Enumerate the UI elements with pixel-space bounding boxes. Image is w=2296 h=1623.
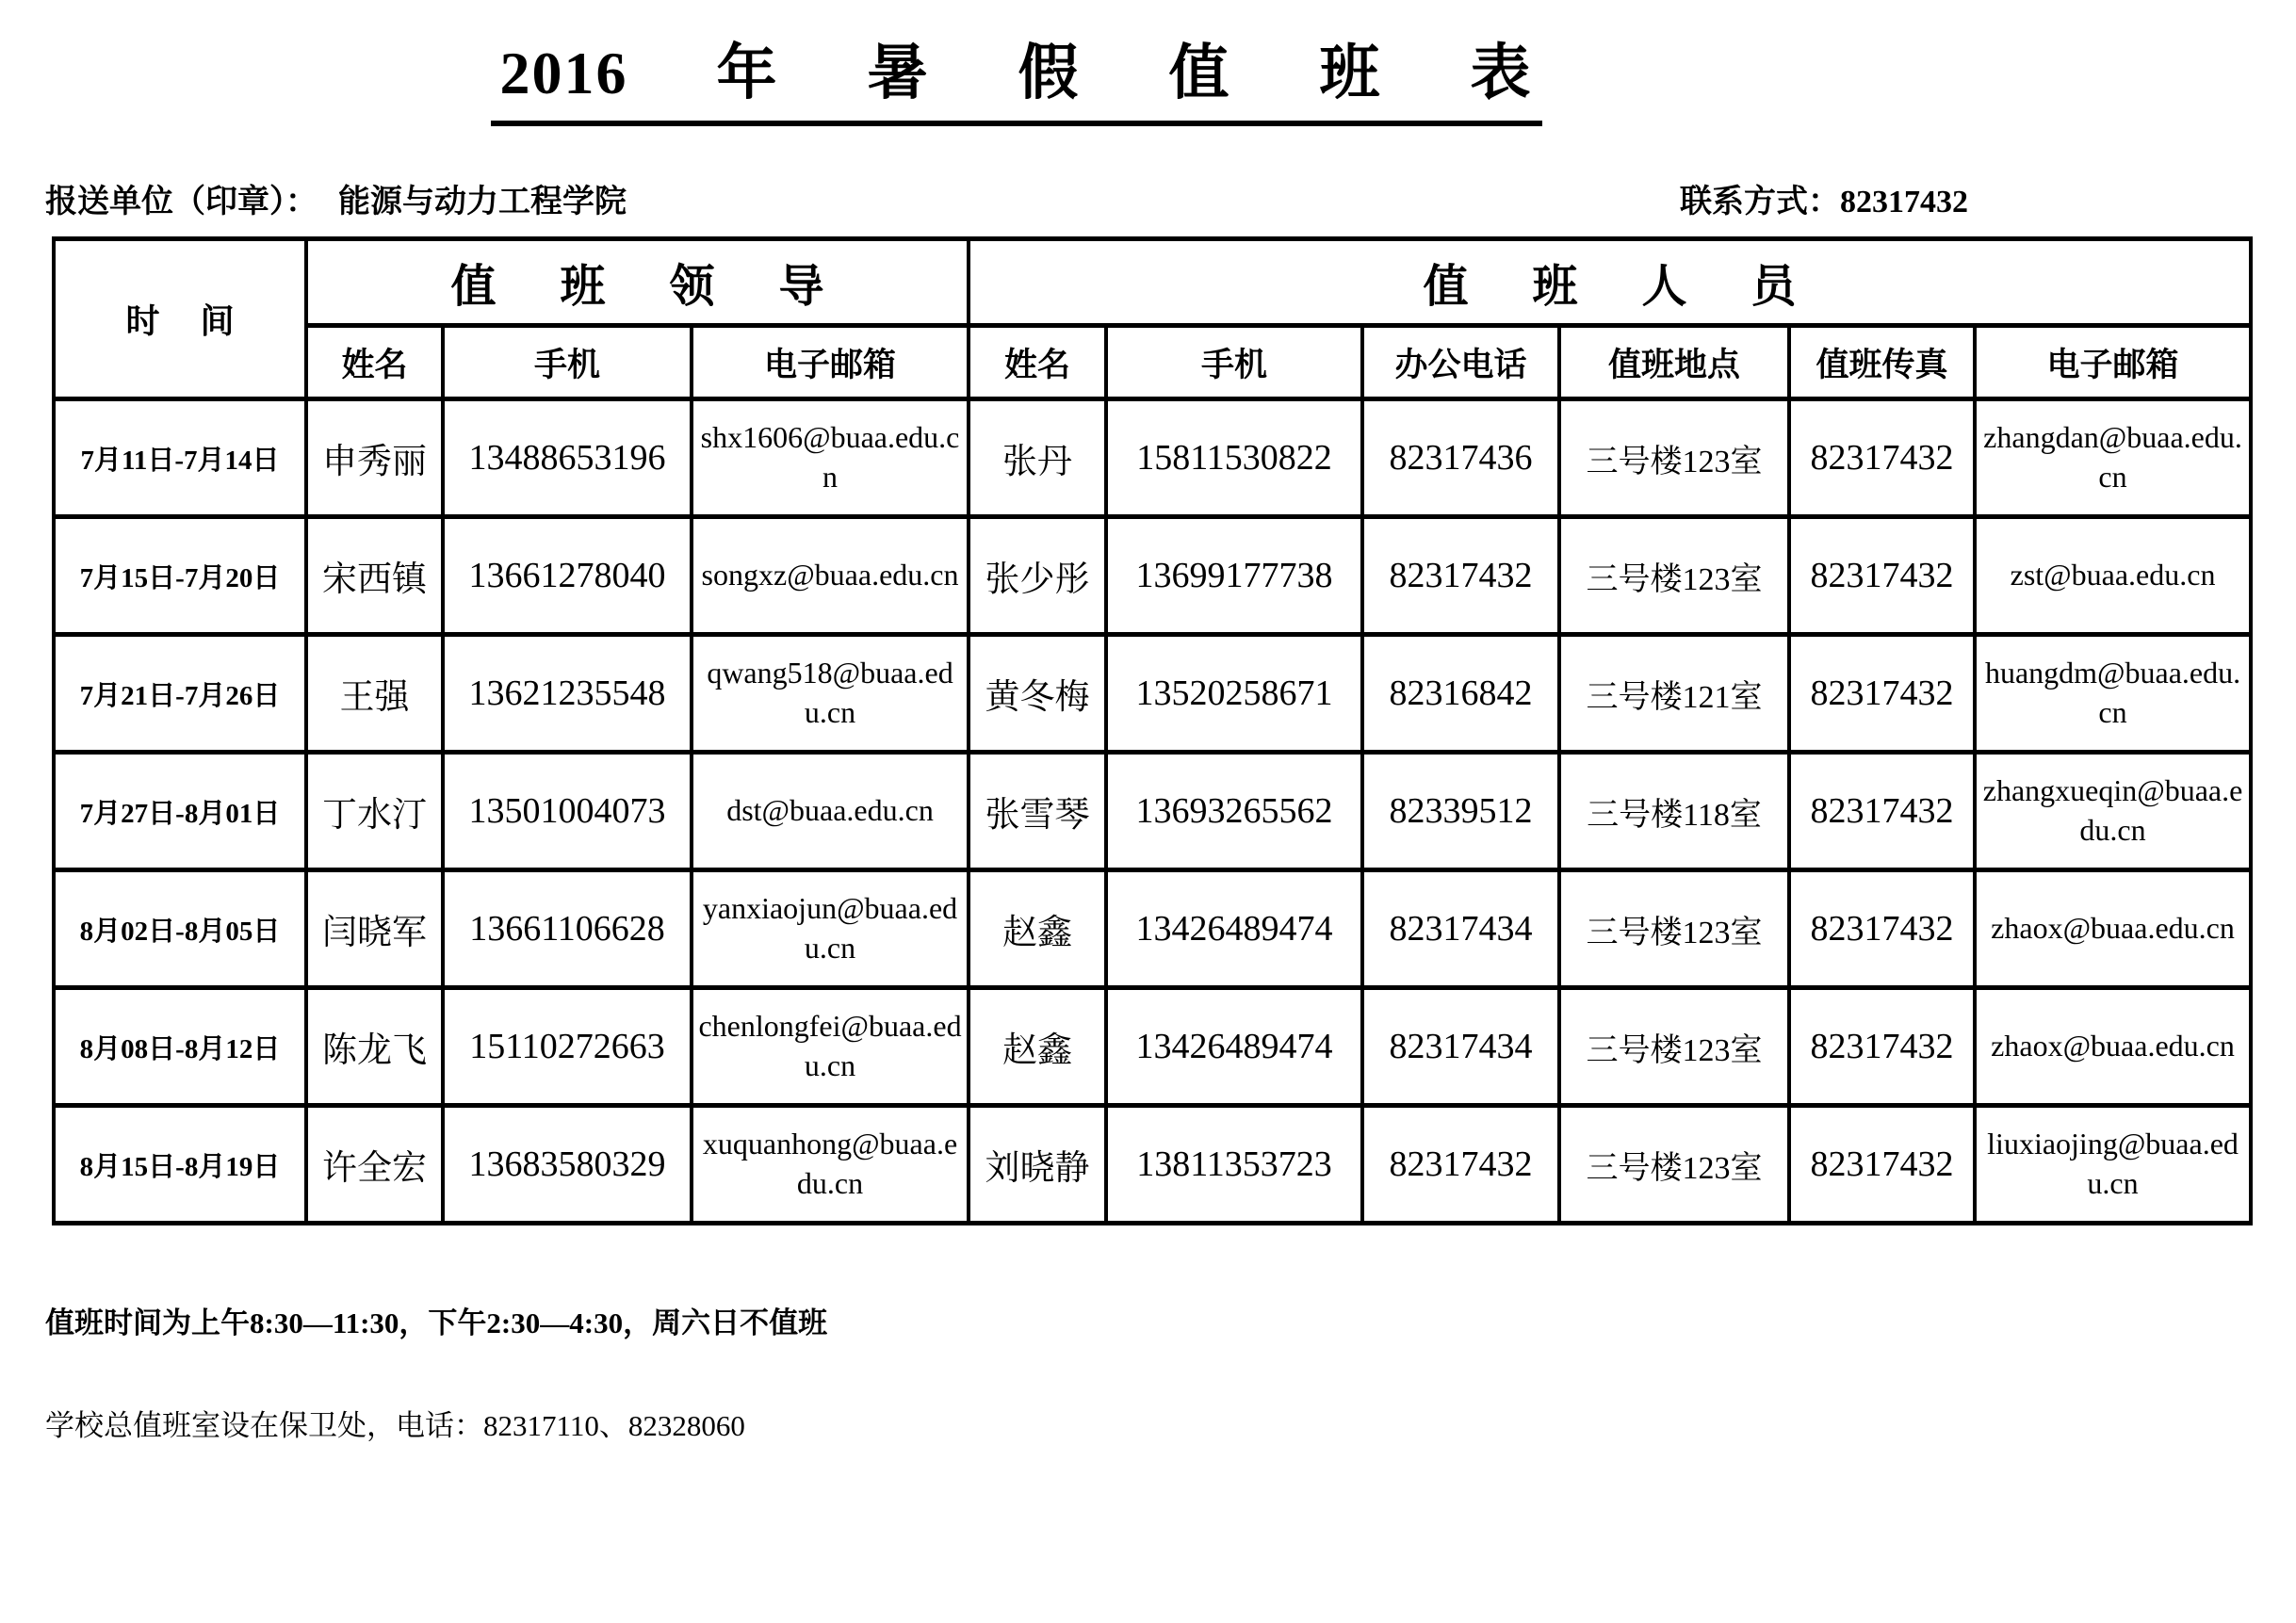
cell-leader-email: yanxiaojun@buaa.edu.cn xyxy=(692,870,969,988)
cell-office-phone: 82317436 xyxy=(1362,399,1559,517)
cell-leader-mobile: 13621235548 xyxy=(443,635,692,753)
col-group-duty-staff: 值 班 人 员 xyxy=(969,239,2251,326)
cell-office-phone: 82316842 xyxy=(1362,635,1559,753)
sub-header-row xyxy=(54,326,2251,399)
col-group-duty-leader: 值 班 领 导 xyxy=(306,239,969,326)
group-header-row xyxy=(54,239,2251,326)
contact-value: 82317432 xyxy=(1840,185,1968,219)
col-header-leader-mobile: 手机 xyxy=(443,326,692,399)
cell-staff-name: 张丹 xyxy=(969,399,1106,517)
col-header-location: 值班地点 xyxy=(1559,326,1789,399)
cell-staff-name: 张少彤 xyxy=(969,517,1106,635)
cell-leader-email: dst@buaa.edu.cn xyxy=(692,753,969,870)
cell-location: 三号楼118室 xyxy=(1559,753,1789,870)
cell-time: 7月27日-8月01日 xyxy=(54,753,306,870)
table-row xyxy=(54,870,2251,988)
cell-leader-email: shx1606@buaa.edu.cn xyxy=(692,399,969,517)
cell-fax: 82317432 xyxy=(1789,635,1975,753)
note-security-office: 学校总值班室设在保卫处，电话：82317110、82328060 xyxy=(45,1409,745,1442)
cell-leader-mobile: 13501004073 xyxy=(443,753,692,870)
contact-info xyxy=(1680,175,1968,221)
col-header-leader-name: 姓名 xyxy=(306,326,443,399)
cell-leader-mobile: 13661106628 xyxy=(443,870,692,988)
col-header-fax: 值班传真 xyxy=(1789,326,1975,399)
cell-staff-mobile: 15811530822 xyxy=(1106,399,1362,517)
report-unit-label: 报送单位（印章）： xyxy=(45,185,318,219)
cell-staff-mobile: 13699177738 xyxy=(1106,517,1362,635)
cell-staff-email: liuxiaojing@buaa.edu.cn xyxy=(1975,1106,2251,1224)
cell-staff-name: 黄冬梅 xyxy=(969,635,1106,753)
cell-office-phone: 82317432 xyxy=(1362,517,1559,635)
cell-office-phone: 82339512 xyxy=(1362,753,1559,870)
cell-leader-name: 闫晓军 xyxy=(306,870,443,988)
cell-leader-name: 陈龙飞 xyxy=(306,988,443,1106)
cell-staff-mobile: 13520258671 xyxy=(1106,635,1362,753)
table-row xyxy=(54,753,2251,870)
cell-location: 三号楼123室 xyxy=(1559,399,1789,517)
cell-staff-email: zhaox@buaa.edu.cn xyxy=(1975,870,2251,988)
duty-table xyxy=(52,236,2253,1225)
footer-notes xyxy=(0,1299,2296,1444)
cell-staff-mobile: 13426489474 xyxy=(1106,870,1362,988)
col-header-staff-email: 电子邮箱 xyxy=(1975,326,2251,399)
cell-location: 三号楼123室 xyxy=(1559,1106,1789,1224)
cell-staff-name: 刘晓静 xyxy=(969,1106,1106,1224)
meta-row xyxy=(0,175,2296,221)
cell-staff-email: zhangxueqin@buaa.edu.cn xyxy=(1975,753,2251,870)
cell-leader-email: qwang518@buaa.edu.cn xyxy=(692,635,969,753)
col-header-office-phone: 办公电话 xyxy=(1362,326,1559,399)
col-header-leader-email: 电子邮箱 xyxy=(692,326,969,399)
note-duty-hours: 值班时间为上午8:30—11:30，下午2:30—4:30，周六日不值班 xyxy=(45,1307,828,1339)
cell-time: 7月21日-7月26日 xyxy=(54,635,306,753)
cell-staff-mobile: 13811353723 xyxy=(1106,1106,1362,1224)
cell-leader-mobile: 15110272663 xyxy=(443,988,692,1106)
cell-staff-name: 赵鑫 xyxy=(969,870,1106,988)
cell-leader-name: 王强 xyxy=(306,635,443,753)
cell-leader-email: songxz@buaa.edu.cn xyxy=(692,517,969,635)
cell-staff-email: zhangdan@buaa.edu.cn xyxy=(1975,399,2251,517)
cell-time: 7月15日-7月20日 xyxy=(54,517,306,635)
cell-leader-name: 丁水汀 xyxy=(306,753,443,870)
cell-time: 8月15日-8月19日 xyxy=(54,1106,306,1224)
report-unit-value: 能源与动力工程学院 xyxy=(338,185,627,219)
col-header-staff-name: 姓名 xyxy=(969,326,1106,399)
table-row xyxy=(54,399,2251,517)
cell-staff-email: zst@buaa.edu.cn xyxy=(1975,517,2251,635)
cell-staff-name: 张雪琴 xyxy=(969,753,1106,870)
cell-leader-mobile: 13488653196 xyxy=(443,399,692,517)
cell-location: 三号楼121室 xyxy=(1559,635,1789,753)
cell-staff-mobile: 13693265562 xyxy=(1106,753,1362,870)
cell-fax: 82317432 xyxy=(1789,753,1975,870)
cell-fax: 82317432 xyxy=(1789,399,1975,517)
cell-staff-mobile: 13426489474 xyxy=(1106,988,1362,1106)
cell-leader-email: chenlongfei@buaa.edu.cn xyxy=(692,988,969,1106)
cell-leader-name: 宋西镇 xyxy=(306,517,443,635)
page-title: 2016 年 暑 假 值 班 表 xyxy=(491,24,1542,126)
col-header-staff-mobile: 手机 xyxy=(1106,326,1362,399)
cell-office-phone: 82317432 xyxy=(1362,1106,1559,1224)
cell-leader-email: xuquanhong@buaa.edu.cn xyxy=(692,1106,969,1224)
cell-location: 三号楼123室 xyxy=(1559,870,1789,988)
cell-staff-email: zhaox@buaa.edu.cn xyxy=(1975,988,2251,1106)
cell-time: 8月08日-8月12日 xyxy=(54,988,306,1106)
cell-location: 三号楼123室 xyxy=(1559,517,1789,635)
cell-staff-email: huangdm@buaa.edu.cn xyxy=(1975,635,2251,753)
cell-leader-name: 许全宏 xyxy=(306,1106,443,1224)
cell-office-phone: 82317434 xyxy=(1362,988,1559,1106)
cell-location: 三号楼123室 xyxy=(1559,988,1789,1106)
table-row xyxy=(54,635,2251,753)
cell-fax: 82317432 xyxy=(1789,1106,1975,1224)
contact-label: 联系方式： xyxy=(1680,185,1840,219)
cell-leader-mobile: 13661278040 xyxy=(443,517,692,635)
table-row xyxy=(54,517,2251,635)
cell-time: 7月11日-7月14日 xyxy=(54,399,306,517)
cell-fax: 82317432 xyxy=(1789,988,1975,1106)
table-row xyxy=(54,1106,2251,1224)
report-unit xyxy=(45,175,627,221)
cell-office-phone: 82317434 xyxy=(1362,870,1559,988)
cell-fax: 82317432 xyxy=(1789,517,1975,635)
cell-leader-mobile: 13683580329 xyxy=(443,1106,692,1224)
cell-leader-name: 申秀丽 xyxy=(306,399,443,517)
title-wrap xyxy=(0,24,2296,126)
cell-staff-name: 赵鑫 xyxy=(969,988,1106,1106)
cell-time: 8月02日-8月05日 xyxy=(54,870,306,988)
cell-fax: 82317432 xyxy=(1789,870,1975,988)
table-row xyxy=(54,988,2251,1106)
col-header-time: 时 间 xyxy=(54,239,306,399)
